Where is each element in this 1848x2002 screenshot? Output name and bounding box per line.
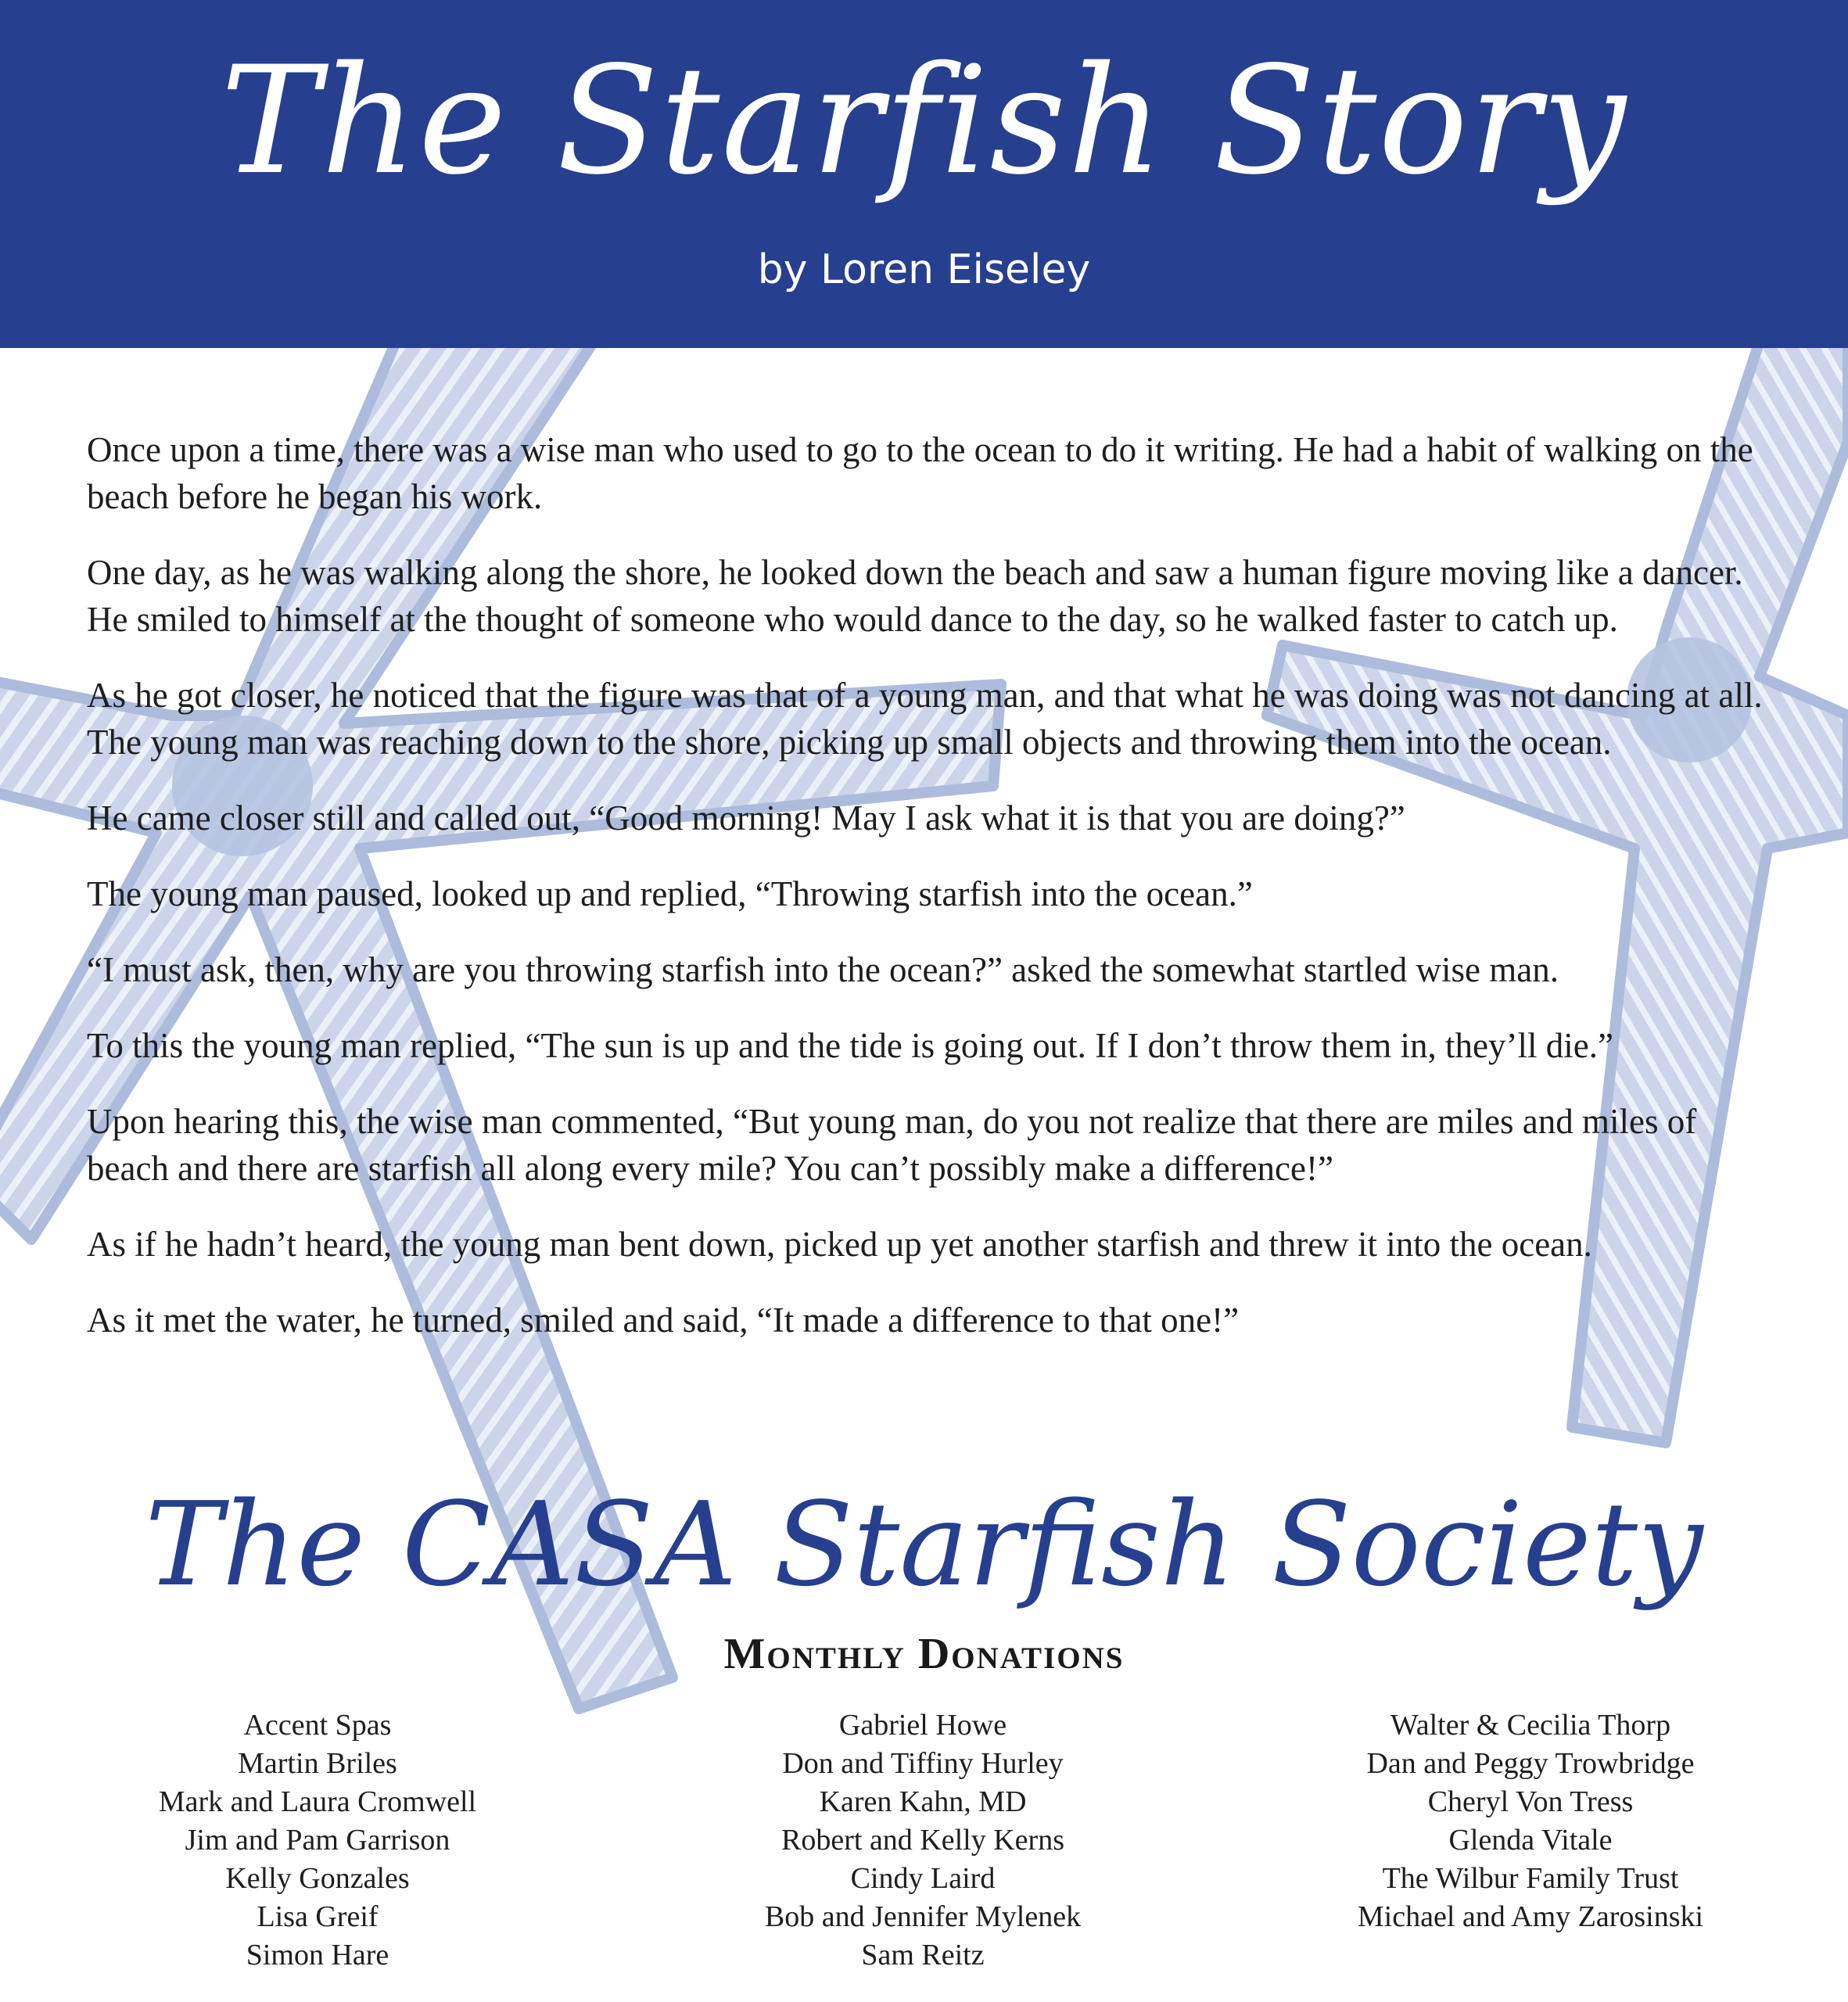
donations-heading: Monthly Donations [723,1630,1125,1678]
donor-name: Michael and Amy Zarosinski [1357,1900,1704,1933]
donor-name: The Wilbur Family Trust [1382,1862,1679,1895]
story-paragraph: As it met the water, he turned, smiled and said, “It made a difference to that one!” [87,1301,1240,1340]
donor-name: Jim and Pam Garrison [185,1824,450,1857]
donor-name: Kelly Gonzales [225,1862,410,1895]
donor-name: Martin Briles [238,1747,397,1780]
story-paragraph: He came closer still and called out, “Good morning! May I ask what it is that you are doing?” [87,798,1405,838]
story-paragraph: To this the young man replied, “The sun is up and the tide is going out. If I don’t throw them in, they’ll die.” [87,1026,1613,1065]
author-byline: by Loren Eiseley [757,246,1091,293]
story-body [87,426,1776,1372]
donor-column-3 [1280,1706,1781,1936]
donor-name: Lisa Greif [257,1900,379,1933]
donor-name: Mark and Laura Cromwell [158,1785,477,1818]
story-paragraph: As if he hadn’t heard, the young man bent down, picked up yet another starfish and threw it into the ocean. [87,1225,1592,1264]
donor-column-2 [673,1706,1173,1975]
society-title: The CASA Starfish Society [145,1477,1703,1612]
donor-name: Dan and Peggy Trowbridge [1366,1747,1695,1780]
donor-name: Cheryl Von Tress [1427,1785,1634,1818]
donor-name: Don and Tiffiny Hurley [782,1747,1064,1780]
header-banner [0,0,1848,348]
donor-name: Accent Spas [243,1709,392,1742]
donor-name: Karen Kahn, MD [819,1785,1027,1818]
donor-name: Glenda Vitale [1448,1824,1613,1857]
page-title: The Starfish Story [221,34,1627,207]
donor-name: Bob and Jennifer Mylenek [764,1900,1082,1933]
story-paragraph: The young man paused, looked up and replied, “Throwing starfish into the ocean.” [87,874,1253,913]
donor-name: Robert and Kelly Kerns [781,1824,1064,1857]
donor-column-1 [67,1706,568,1975]
donor-name: Gabriel Howe [838,1709,1007,1742]
donor-name: Cindy Laird [850,1862,996,1895]
story-paragraph: “I must ask, then, why are you throwing starfish into the ocean?” asked the somewhat startled wise man. [87,950,1559,989]
story-paragraph: As he got closer, he noticed that the figure was that of a young man, and that what he was doing was not dancing at all. The young man was reaching down to the shore, picking up small objects and throwing them into the ocean. [87,676,1763,762]
story-paragraph: Upon hearing this, the wise man commented, “But young man, do you not realize that there are miles and miles of beach and there are starfish all along every mile? You can’t possibly make a difference!” [87,1102,1697,1188]
donor-name: Sam Reitz [861,1939,985,1972]
donor-name: Simon Hare [246,1939,389,1972]
story-paragraph: One day, as he was walking along the shore, he looked down the beach and saw a human figure moving like a dancer. He smiled to himself at the thought of someone who would dance to the day, so he walked faster to catch up. [87,553,1743,639]
donor-name: Walter & Cecilia Thorp [1390,1709,1671,1742]
story-paragraph: Once upon a time, there was a wise man who used to go to the ocean to do it writing. He had a habit of walking on the beach before he began his work. [87,430,1753,516]
